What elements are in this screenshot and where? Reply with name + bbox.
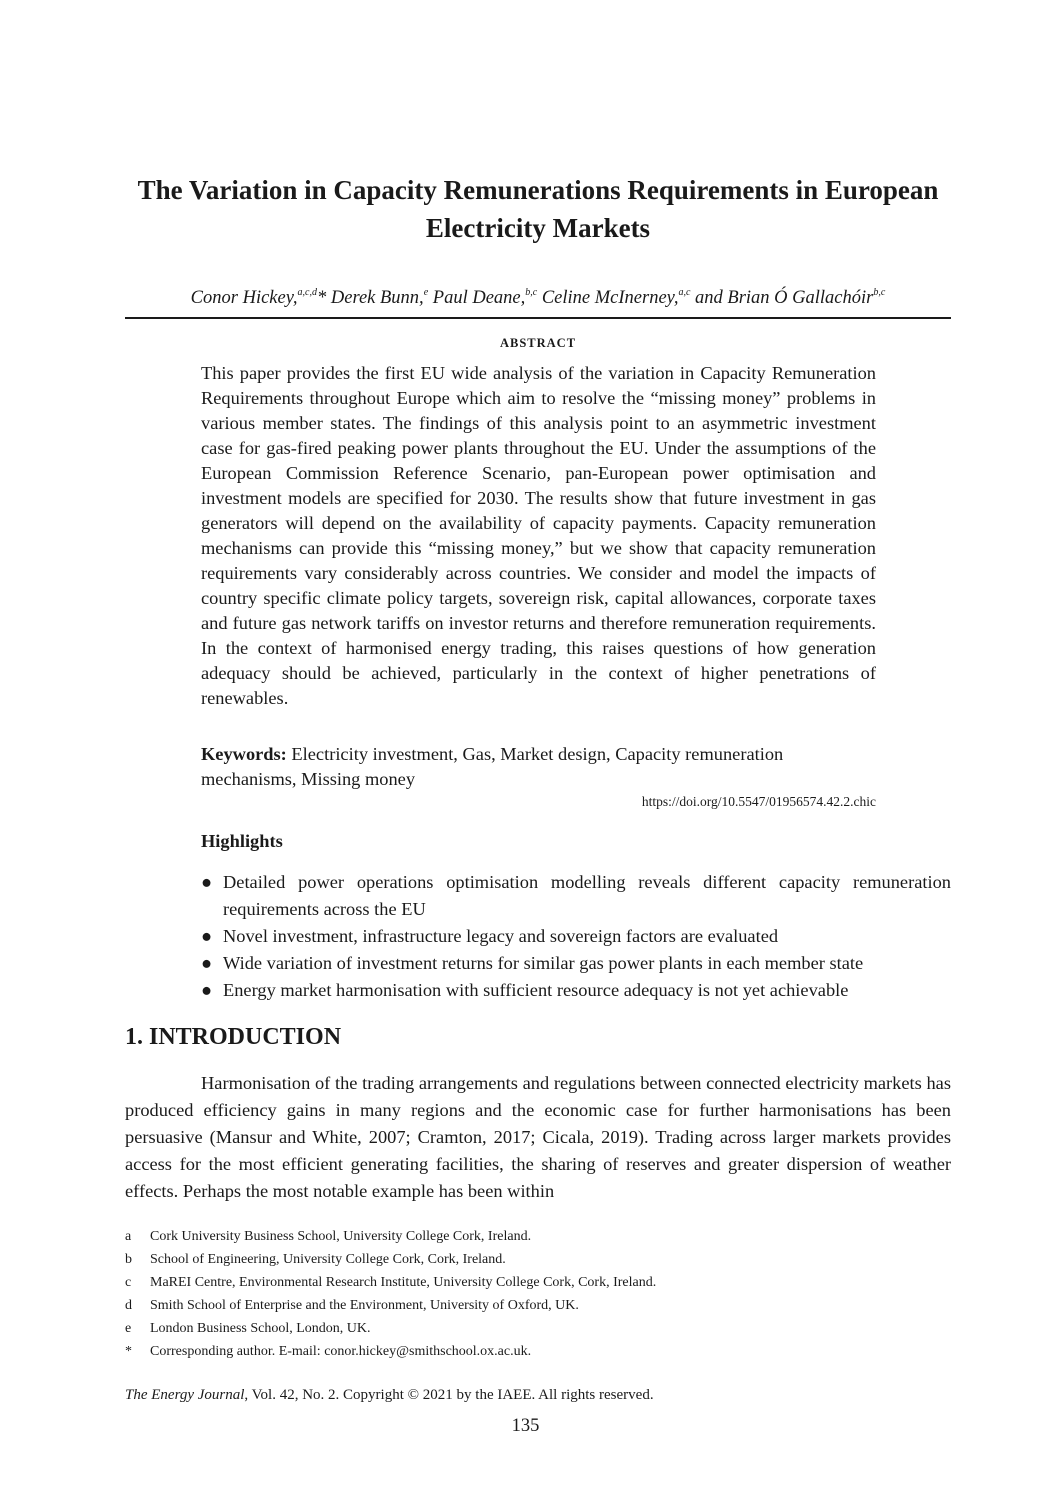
highlight-item: ● Detailed power operations optimisation modelling reveals different capacity remuneration requirements across the EU <box>201 869 951 923</box>
title-divider <box>125 317 951 319</box>
footnote: b School of Engineering, University College Cork, Cork, Ireland. <box>125 1252 506 1267</box>
keywords <box>201 742 876 792</box>
intro-paragraph: Harmonisation of the trading arrangements and regulations between connected electricity markets has produced efficiency gains in many regions and the economic case for further harmonisations has been persuasive (Mansur and White, 2007; Cramton, 2017; Cicala, 2019). Trading across larger markets provides access for the most efficient generating facilities, the sharing of reserves and greater dispersion of weather effects. Perhaps the most notable example has been within <box>125 1073 951 1201</box>
doi-link[interactable]: https://doi.org/10.5547/01956574.42.2.chic <box>641 794 876 809</box>
abstract-text: This paper provides the first EU wide analysis of the variation in Capacity Remuneration Requirements throughout Europe which aim to resolve the “missing money” problems in various member states. The findings of this analysis point to an asymmetric investment case for gas-fired peaking power plants throughout the EU. Under the assumptions of the European Commission Reference Scenario, pan-European power optimisation and investment models are specified for 2030. The results show that future investment in gas generators will depend on the availability of capacity payments. Capacity remuneration mechanisms can provide this “missing money,” but we show that capacity remuneration requirements vary considerably across countries. We consider and model the impacts of country specific climate policy targets, sovereign risk, capital allowances, corporate taxes and future gas network tariffs on investor returns and therefore remuneration requirements. In the context of harmonised energy trading, this raises questions of how generation adequacy should be achieved, particularly in the context of higher penetrations of renewables. <box>201 363 876 708</box>
highlight-item: ● Novel investment, infrastructure legacy and sovereign factors are evaluated <box>201 923 951 950</box>
author: and Brian Ó Gallachóir$^{b,c}$ <box>695 287 886 308</box>
author: Derek Bunn,$^e$ <box>330 287 429 308</box>
journal-name: The Energy Journal <box>125 1387 245 1403</box>
bullet-icon: ● <box>201 980 213 1000</box>
author: Conor Hickey,$^{a,c,d}$* <box>190 287 327 308</box>
page-number: 135 <box>511 1416 540 1436</box>
footnote: * Corresponding author. E-mail: conor.hickey@smithschool.ox.ac.uk. <box>125 1344 532 1359</box>
bullet-icon: ● <box>201 872 213 892</box>
footnotes <box>125 1225 951 1363</box>
abstract-heading: ABSTRACT <box>499 336 577 350</box>
footnote: e London Business School, London, UK. <box>125 1321 371 1336</box>
keywords-label: Keywords: <box>201 744 287 764</box>
paper-title: The Variation in Capacity Remunerations Requirements in European Electricity Markets <box>137 175 939 243</box>
author-line <box>125 281 951 310</box>
footnote: d Smith School of Enterprise and the Environment, University of Oxford, UK. <box>125 1298 579 1313</box>
bullet-icon: ● <box>201 926 213 946</box>
bullet-icon: ● <box>201 953 213 973</box>
author: Celine McInerney,$^{a,c}$ <box>541 287 691 308</box>
footnote: c MaREI Centre, Environmental Research Institute, University College Cork, Cork, Ireland. <box>125 1275 657 1290</box>
highlights-list <box>201 869 951 1004</box>
section-heading-introduction: 1. INTRODUCTION <box>125 1024 342 1050</box>
journal-citation: The Energy Journal, Vol. 42, No. 2. Copyright © 2021 by the IAEE. All rights reserved. <box>125 1387 654 1403</box>
highlight-item: ● Energy market harmonisation with sufficient resource adequacy is not yet achievable <box>201 977 951 1004</box>
keywords-list: Electricity investment, Gas, Market design, Capacity remuneration mechanisms, Missing money <box>201 744 784 789</box>
highlight-item: ● Wide variation of investment returns for similar gas power plants in each member state <box>201 950 951 977</box>
highlights-heading: Highlights <box>201 831 283 851</box>
author: Paul Deane,$^{b,c}$ <box>432 287 538 308</box>
footnote: a Cork University Business School, University College Cork, Ireland. <box>125 1229 532 1244</box>
